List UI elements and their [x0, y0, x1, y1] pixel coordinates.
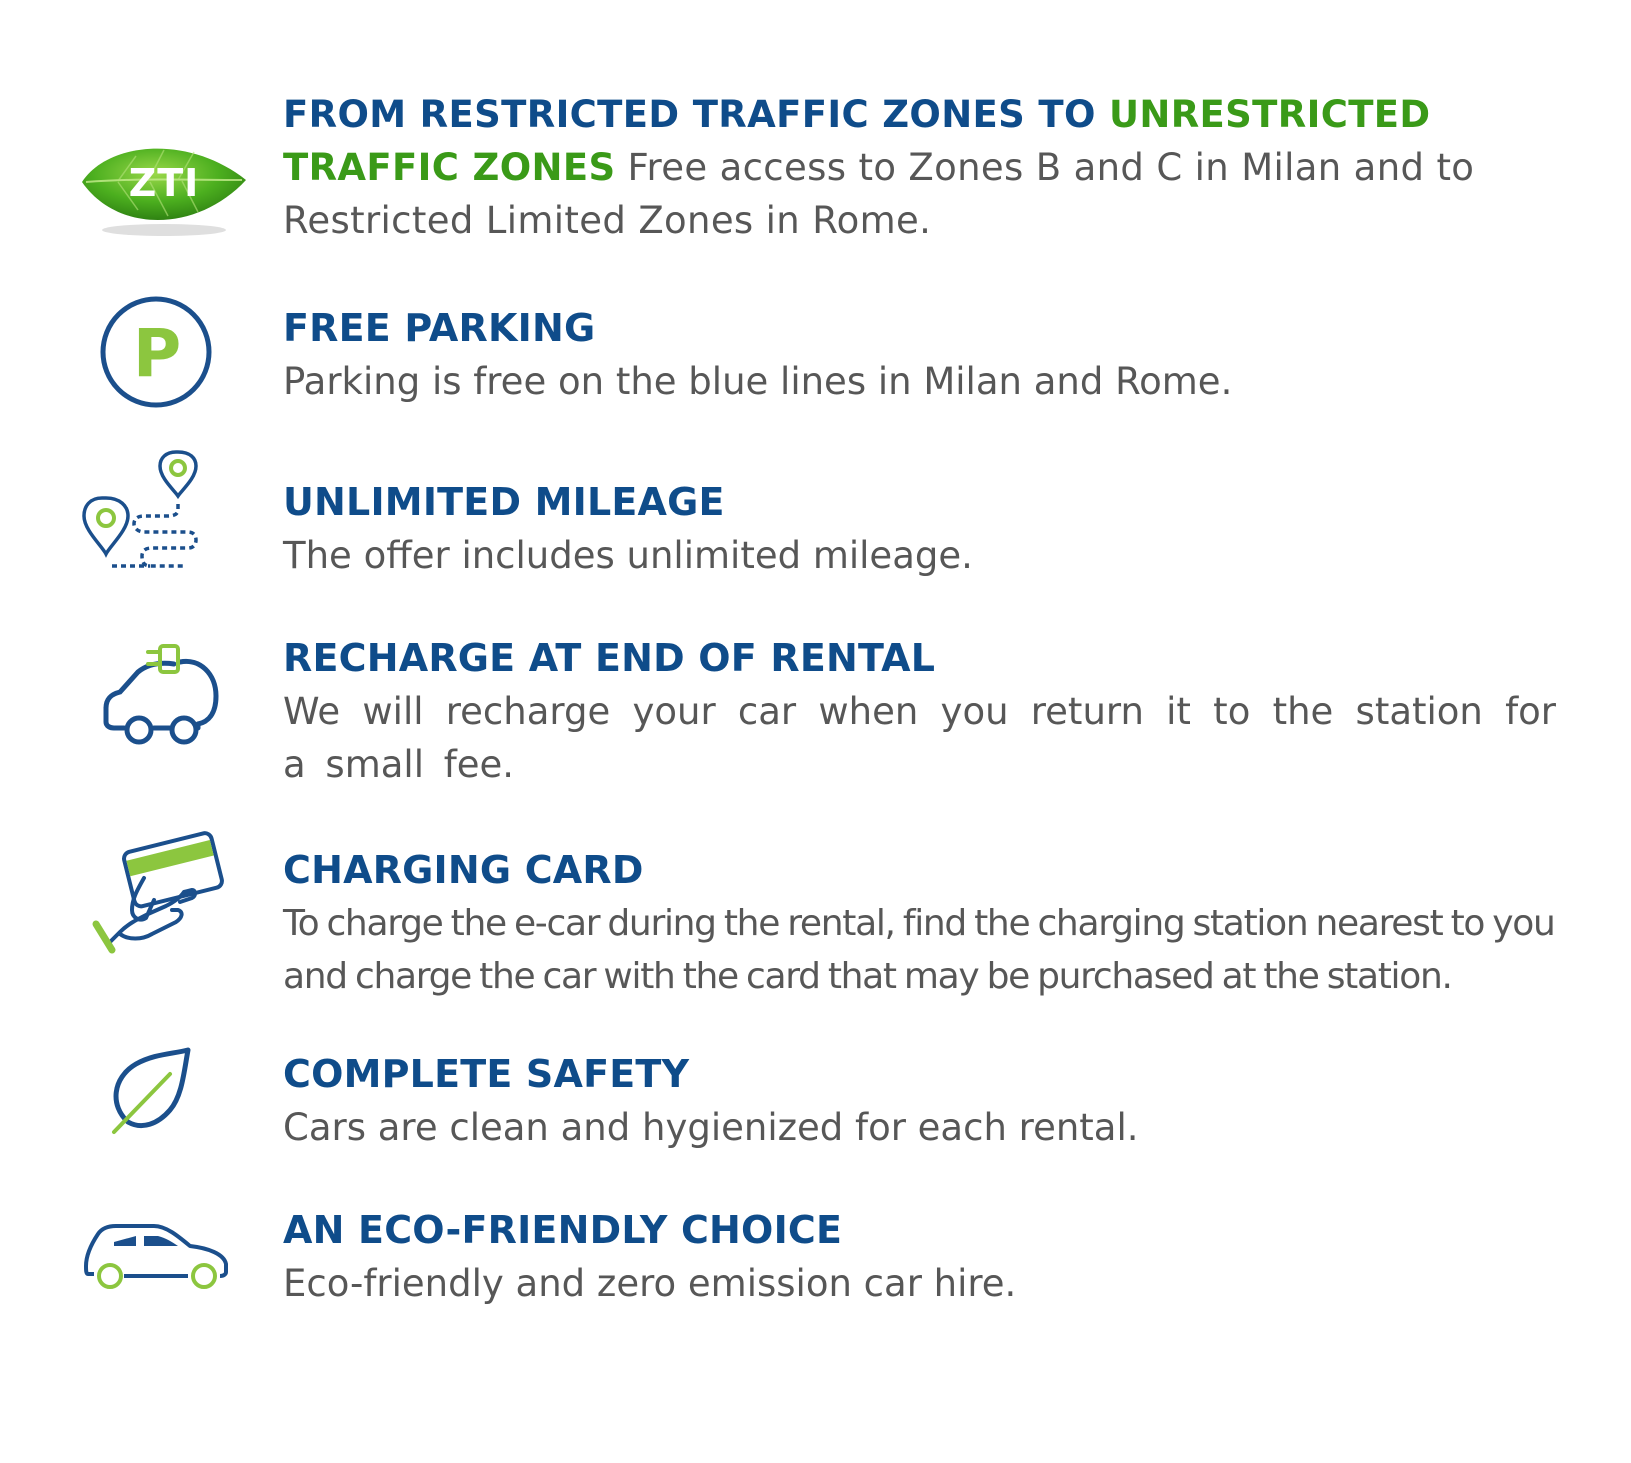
feature-description: Parking is free on the blue lines in Milan and Rome.	[283, 360, 1233, 403]
description-text: Free access to Zones B and C in Milan and to Restricted Limited Zones in Rome.	[283, 146, 1475, 242]
parking-letter: P	[132, 315, 182, 392]
feature-title: AN ECO-FRIENDLY CHOICE	[283, 1208, 843, 1252]
feature-text	[283, 1048, 1556, 1154]
feature-text	[283, 476, 1556, 582]
feature-description: Cars are clean and hygienized for each rental.	[283, 1106, 1139, 1149]
feature-description: We will recharge your car when you return it to the station for a small fee.	[283, 690, 1556, 786]
feature-title: FREE PARKING	[283, 306, 596, 350]
feature-text	[283, 632, 1556, 791]
feature-text	[283, 1204, 1556, 1310]
hand-card-icon	[92, 830, 228, 960]
feature-description: To charge the e-car during the rental, find the charging station nearest to you and charge the car with the card that may be purchased at the station.	[283, 903, 1555, 997]
route-map-pins-icon	[82, 444, 204, 570]
leaf-icon	[108, 1048, 198, 1134]
feature-description: The offer includes unlimited mileage.	[283, 534, 973, 577]
feature-title: COMPLETE SAFETY	[283, 1052, 690, 1096]
title-part: FROM RESTRICTED TRAFFIC ZONES TO	[283, 93, 1109, 136]
feature-description	[283, 88, 1556, 247]
feature-title: UNLIMITED MILEAGE	[283, 480, 725, 524]
title-highlight: UNRESTRICTED TRAFFIC ZONES	[283, 93, 1431, 189]
feature-title: CHARGING CARD	[283, 848, 644, 892]
zti-icon-label: ZTI	[128, 161, 200, 205]
parking-icon	[100, 296, 212, 408]
feature-title: RECHARGE AT END OF RENTAL	[283, 636, 936, 680]
feature-text	[283, 302, 1556, 408]
feature-description: Eco-friendly and zero emission car hire.	[283, 1262, 1017, 1305]
feature-text	[283, 88, 1556, 247]
electric-car-plug-icon	[98, 642, 222, 748]
feature-text	[283, 844, 1556, 1003]
car-icon	[84, 1222, 230, 1288]
zti-leaf-icon	[78, 134, 248, 239]
